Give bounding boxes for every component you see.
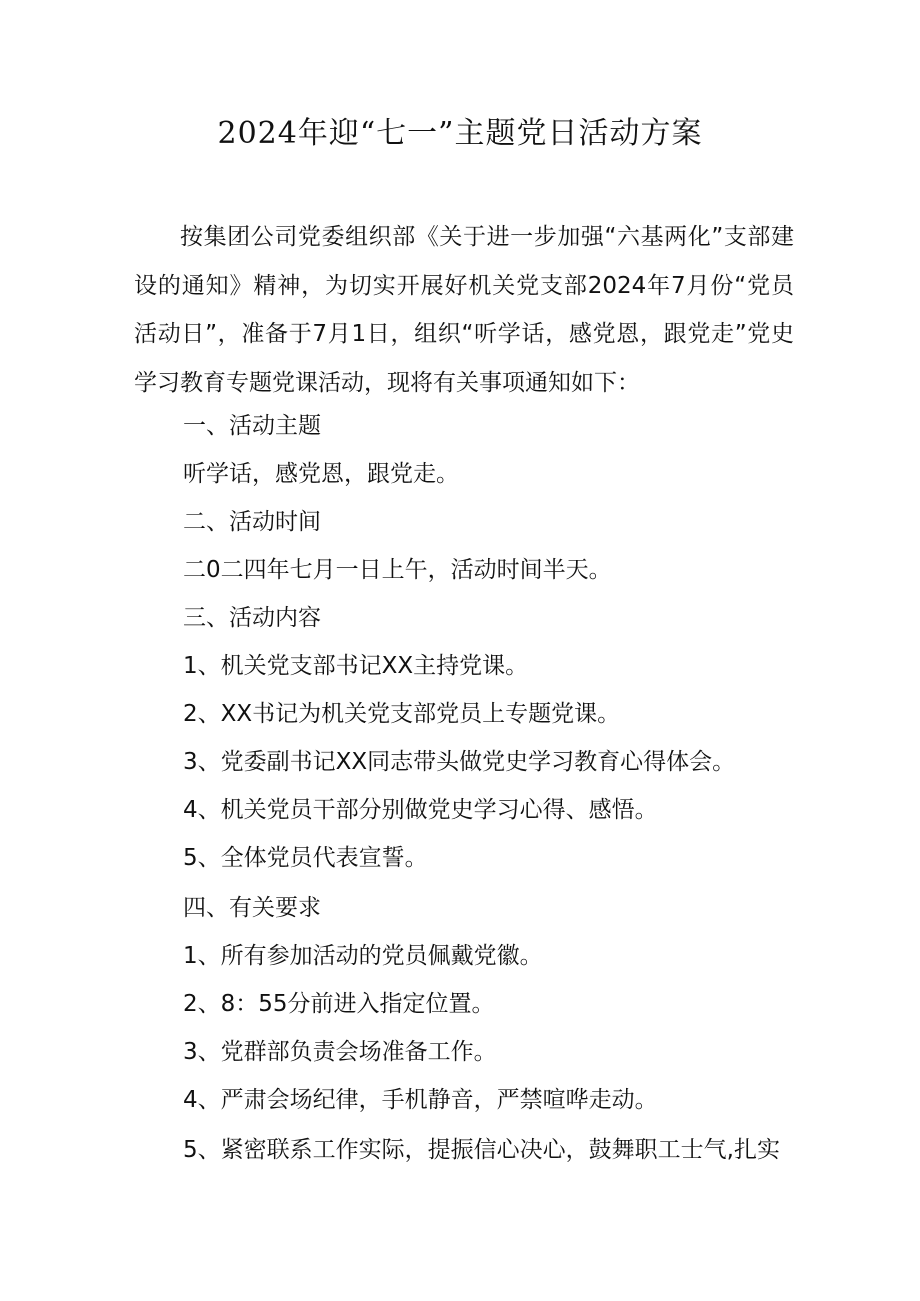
requirement-item: 1、所有参加活动的党员佩戴党徽。 <box>183 943 543 969</box>
requirement-item: 5、紧密联系工作实际，提振信心决心，鼓舞职工士气,扎实 <box>183 1137 780 1163</box>
section-heading-time: 二、活动时间 <box>183 509 321 535</box>
content-item: 1、机关党支部书记XX主持党课。 <box>183 653 529 679</box>
requirement-item: 2、8：55分前进入指定位置。 <box>183 991 495 1017</box>
section-heading-theme: 一、活动主题 <box>183 413 321 439</box>
content-item: 5、全体党员代表宣誓。 <box>183 845 428 871</box>
content-item: 2、XX书记为机关党支部党员上专题党课。 <box>183 701 621 727</box>
time-text: 二0二四年七月一日上午，活动时间半天。 <box>183 557 612 583</box>
section-heading-content: 三、活动内容 <box>183 605 321 631</box>
intro-paragraph: 按集团公司党委组织部《关于进一步加强“六基两化”支部建设的通知》精神，为切实开展好机关党支部2024年7月份“党员活动日”，准备于7月1日，组织“听学话，感党恩，跟党走”党史学习教育专题党课活动，现将有关事项通知如下： <box>134 224 794 396</box>
section-heading-requirements: 四、有关要求 <box>183 895 321 921</box>
content-item: 3、党委副书记XX同志带头做党史学习教育心得体会。 <box>183 749 736 775</box>
requirement-item: 3、党群部负责会场准备工作。 <box>183 1039 497 1065</box>
theme-text: 听学话，感党恩，跟党走。 <box>183 461 459 487</box>
content-item: 4、机关党员干部分别做党史学习心得、感悟。 <box>183 797 658 823</box>
document-title: 2024年迎“七一”主题党日活动方案 <box>217 116 703 151</box>
requirement-item: 4、严肃会场纪律，手机静音，严禁喧哗走动。 <box>183 1087 658 1113</box>
